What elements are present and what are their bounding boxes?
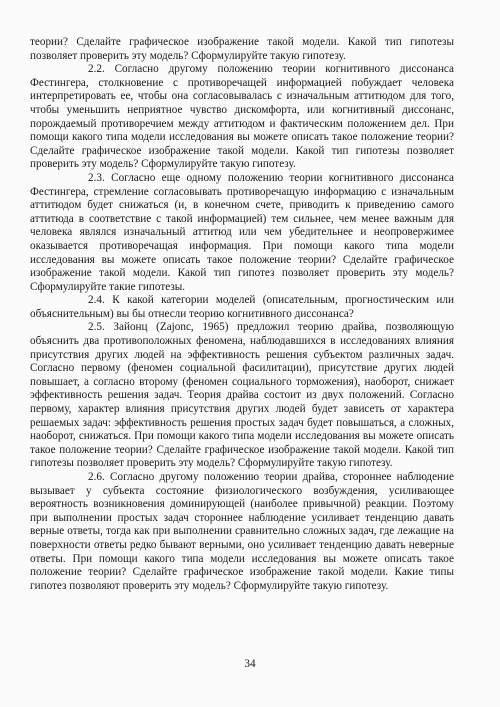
paragraph-continuation: теории? Сделайте графическое изображение такой модели. Какой тип гипотезы позволяет проверить эту модель? Сформулируйте такую гипотезу. [30,36,454,62]
paragraph-2-4: 2.4. К какой категории моделей (описательным, прогностическим или объяснительным) вы бы отнесли теорию когнитивного диссонанса? [30,294,454,320]
paragraph-2-6: 2.6. Согласно другому положению теории драйва, стороннее наблюдение вызывает у субъекта состояние физиологического возбуждения, усиливающее вероятность возникновения доминирующей (наиболее привычной) реакции. Поэтому при выполнении простых задач стороннее наблюдение усиливает тенденцию давать верные ответы, тогда как при выполнении сравнительно сложных задач, где лежащие на поверхности ответы редко бывают верными, оно усиливает тенденцию давать неверные ответы. При помощи какого типа модели исследования вы можете описать такое положение теории? Сделайте графическое изображение такой модели. Какие типы гипотез позволяют проверить эту модель? Сформулируйте такую гипотезу. [30,471,454,592]
paragraph-2-5: 2.5. Зайонц (Zajonc, 1965) предложил теорию драйва, позволяющую объяснить два противоположных феномена, наблюдавшихся в исследованиях влияния присутствия других людей на эффективность решения субъектом различных задач. Согласно первому (феномен социальной фасилитации), присутствие других людей повышает, а согласно второму (феномен социального торможения), наоборот, снижает эффективность решения задач. Теория драйва состоит из двух положений. Согласно первому, характер влияния присутствия других людей будет зависеть от характера решаемых задач: эффективность решения простых задач будет повышаться, а сложных, наоборот, снижаться. При помощи какого типа модели исследования вы можете описать такое положение теории? Сделайте графическое изображение такой модели. Какой тип гипотезы позволяет проверить эту модель? Сформулируйте такую гипотезу. [30,321,454,470]
paragraph-2-2: 2.2. Согласно другому положению теории когнитивного диссонанса Фестингера, столкновение с противоречащей информацией побуждает человека интерпретировать ее, чтобы она согласовывалась с изначальным аттитюдом для того, чтобы уменьшить неприятное чувство дискомфорта, или когнитивный диссонанс, порождаемый противоречием между аттитюдом и фактическим положением дел. При помощи какого типа модели исследования вы можете описать такое положение теории? Сделайте графическое изображение такой модели. Какой тип гипотезы позволяет проверить эту модель? Сформулируйте такую гипотезу. [30,63,454,171]
page-number: 34 [244,658,256,670]
body-text [30,36,454,593]
paragraph-2-3: 2.3. Согласно еще одному положению теории когнитивного диссонанса Фестингера, стремление согласовывать противоречащую информацию с изначальным аттитюдом будет снижаться (и, в конечном счете, приводить к приведению самого аттитюда в соответствие с такой информацией) тем сильнее, чем менее важным для человека являлся изначальный аттитюд или чем убедительнее и неопровержимее оказывается противоречащая информация. При помощи какого типа модели исследования вы можете описать такое положение теории? Сделайте графическое изображение такой модели. Какой тип гипотез позволяет проверить эту модель? Сформулируйте такие гипотезы. [30,171,454,293]
